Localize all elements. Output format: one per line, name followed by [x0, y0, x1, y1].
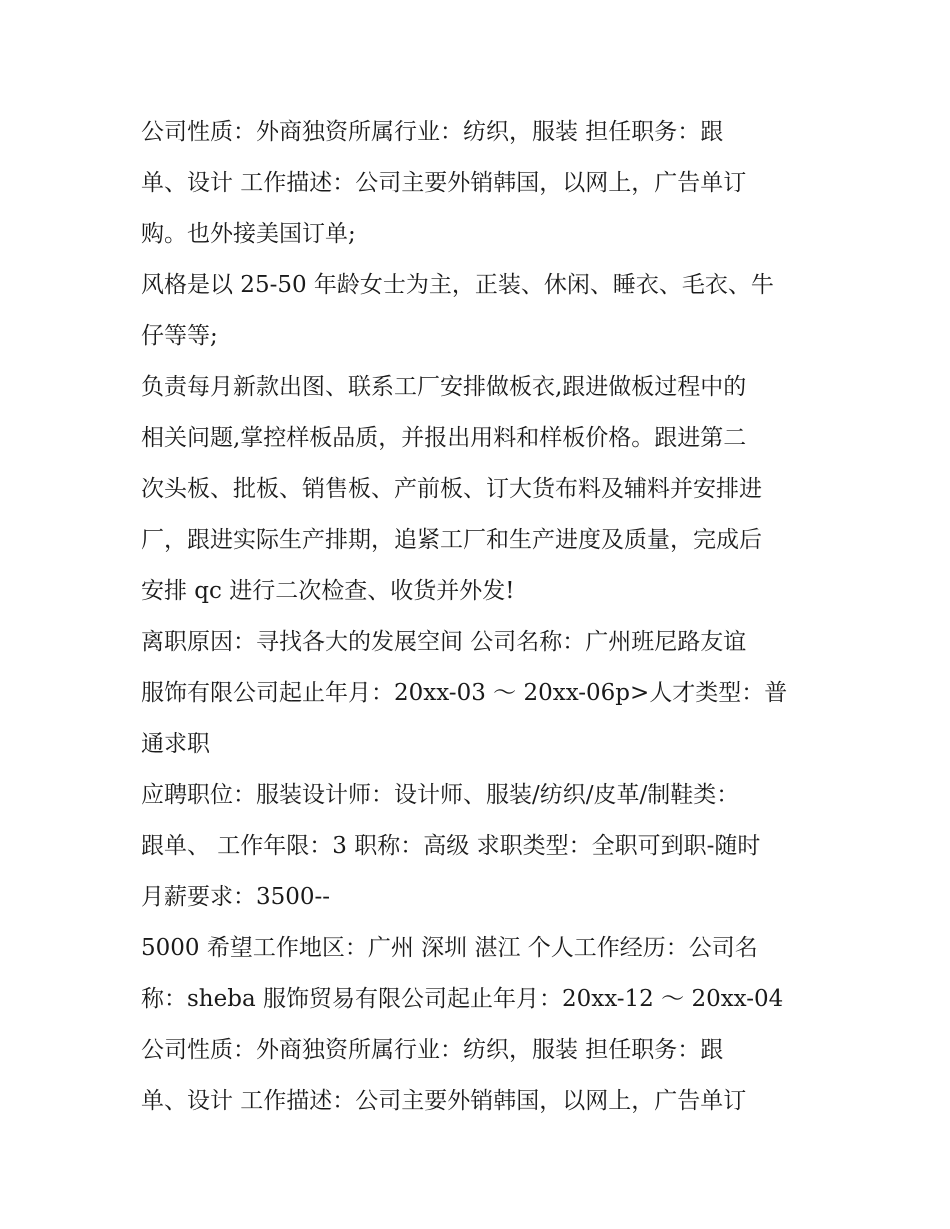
text-line: 次头板、批板、销售板、产前板、订大货布料及辅料并安排进	[141, 476, 762, 502]
text-line: 相关问题,掌控样板品质，并报出用料和样板价格。跟进第二	[141, 425, 747, 451]
text-line: 离职原因：寻找各大的发展空间 公司名称：广州班尼路友谊	[141, 629, 747, 655]
text-line: 风格是以 25-50 年龄女士为主，正装、休闲、睡衣、毛衣、牛	[141, 272, 774, 298]
text-line: 单、设计 工作描述：公司主要外销韩国，以网上，广告单订	[141, 1088, 747, 1114]
text-line: 公司性质：外商独资所属行业：纺织，服装 担任职务：跟	[141, 119, 724, 145]
text-line: 购。也外接美国订单;	[141, 221, 356, 247]
text-line: 单、设计 工作描述：公司主要外销韩国，以网上，广告单订	[141, 170, 747, 196]
text-line: 通求职	[141, 731, 210, 757]
text-line: 公司性质：外商独资所属行业：纺织，服装 担任职务：跟	[141, 1037, 724, 1063]
text-line: 服饰有限公司起止年月：20xx-03 ～ 20xx-06p>人才类型：普	[141, 680, 788, 706]
text-line: 厂，跟进实际生产排期，追紧工厂和生产进度及质量，完成后	[141, 527, 762, 553]
text-line: 仔等等;	[141, 323, 218, 349]
text-line: 5000 希望工作地区：广州 深圳 湛江 个人工作经历：公司名	[141, 935, 758, 961]
text-line: 跟单、 工作年限：3 职称：高级 求职类型：全职可到职-随时	[141, 833, 761, 859]
text-line: 负责每月新款出图、联系工厂安排做板衣,跟进做板过程中的	[141, 374, 747, 400]
text-line: 称：sheba 服饰贸易有限公司起止年月：20xx-12 ～ 20xx-04	[141, 986, 784, 1012]
document-body	[141, 107, 821, 1127]
text-line: 应聘职位：服装设计师：设计师、服装/纺织/皮革/制鞋类：	[141, 782, 740, 808]
text-line: 安排 qc 进行二次检查、收货并外发!	[141, 578, 515, 604]
text-line: 月薪要求：3500--	[141, 884, 331, 910]
